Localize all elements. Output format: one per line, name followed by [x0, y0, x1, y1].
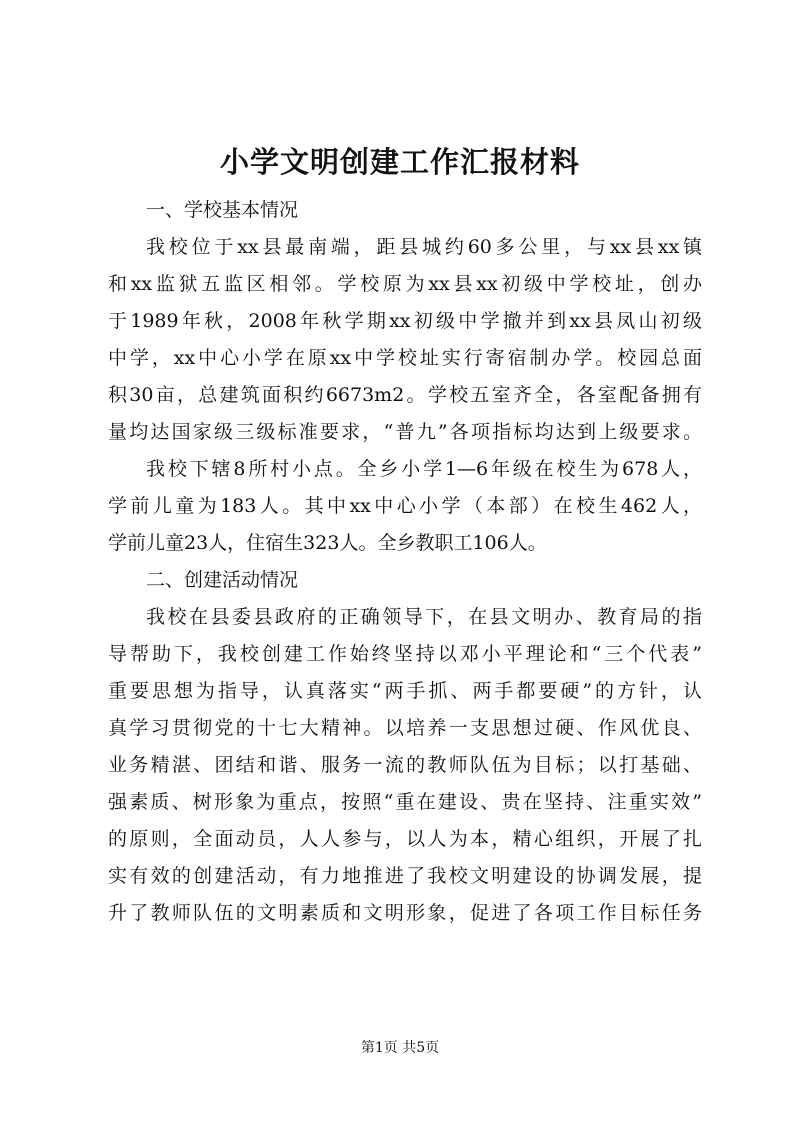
body-line: 中学，xx中心小学在原xx中学校址实行寄宿制办学。校园总面 [108, 347, 702, 369]
section-heading-1: 一、学校基本情况 [146, 199, 299, 221]
page-number: 第1页 共5页 [360, 1040, 440, 1056]
body-line: 学前儿童23人，住宿生323人。全乡教职工106人。 [108, 532, 547, 554]
body-line: 学前儿童为183人。其中xx中心小学（本部）在校生462人， [108, 495, 702, 517]
body-line: 导帮助下，我校创建工作始终坚持以邓小平理论和“三个代表” [108, 643, 702, 665]
body-line: 升了教师队伍的文明素质和文明形象，促进了各项工作目标任务 [108, 902, 702, 924]
body-line: 业务精湛、团结和谐、服务一流的教师队伍为目标；以打基础、 [108, 754, 702, 776]
body-line: 和xx监狱五监区相邻。学校原为xx县xx初级中学校址，创办 [108, 273, 702, 295]
body-line: 于1989年秋，2008年秋学期xx初级中学撤并到xx县凤山初级 [108, 310, 702, 332]
body-line: 量均达国家级三级标准要求，“普九”各项指标均达到上级要求。 [108, 421, 702, 443]
body-line: 强素质、树形象为重点，按照“重在建设、贵在坚持、注重实效” [108, 791, 702, 813]
body-line: 实有效的创建活动，有力地推进了我校文明建设的协调发展，提 [108, 865, 702, 887]
body-line: 的原则，全面动员，人人参与，以人为本，精心组织，开展了扎 [108, 828, 702, 850]
body-line: 真学习贯彻党的十七大精神。以培养一支思想过硬、作风优良、 [108, 717, 702, 739]
body-line: 我校下辖8所村小点。全乡小学1—6年级在校生为678人， [146, 458, 702, 480]
section-heading-2: 二、创建活动情况 [146, 569, 299, 591]
body-line: 我校位于xx县最南端，距县城约60多公里，与xx县xx镇 [146, 236, 702, 258]
body-line: 重要思想为指导，认真落实“两手抓、两手都要硬”的方针，认 [108, 680, 702, 702]
body-line: 我校在县委县政府的正确领导下，在县文明办、教育局的指 [146, 606, 702, 628]
document-title: 小学文明创建工作汇报材料 [219, 145, 580, 179]
body-line: 积30亩，总建筑面积约6673m2。学校五室齐全，各室配备拥有 [108, 384, 702, 406]
